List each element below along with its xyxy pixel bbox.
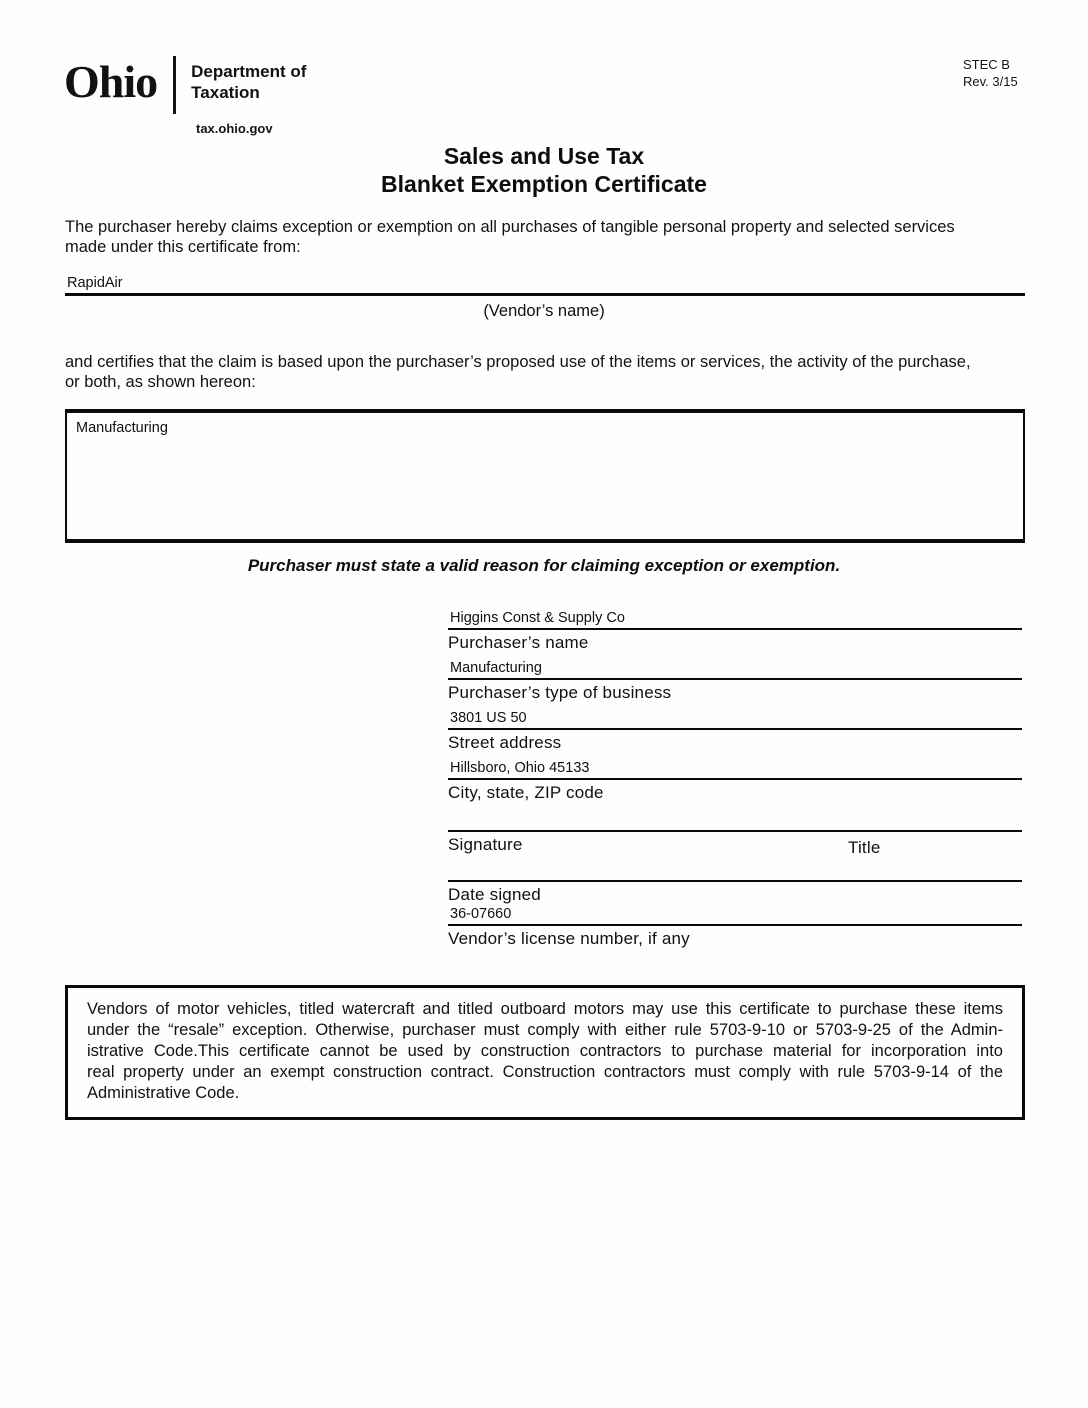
form-code-block — [963, 56, 1018, 90]
certify-line-2: or both, as shown hereon: — [65, 373, 256, 391]
street-address-label: Street address — [448, 733, 562, 752]
note-line-1: Vendors of motor vehicles, titled watercraft and titled outboard motors may use this certificate to purchase these items — [87, 1000, 1003, 1018]
intro-paragraph — [65, 217, 1027, 257]
vendor-name-input[interactable] — [65, 272, 1025, 296]
intro-line-1: The purchaser hereby claims exception or exemption on all purchases of tangible personal property and selected services — [65, 218, 955, 236]
vendor-name-caption: (Vendor’s name) — [483, 302, 605, 320]
field-signature-title — [448, 812, 1022, 855]
intro-line-2: made under this certificate from: — [65, 238, 301, 256]
title-label: Title — [848, 838, 881, 857]
form-revision: Rev. 3/15 — [963, 74, 1018, 89]
date-signed-label: Date signed — [448, 885, 541, 904]
form-title-line1: Sales and Use Tax — [443, 143, 645, 169]
city-state-zip-label: City, state, ZIP code — [448, 783, 604, 802]
business-type-label: Purchaser’s type of business — [448, 683, 672, 702]
note-line-3: istrative Code.This certificate cannot be used by construction contractors to purchase material for incorporation into — [87, 1042, 1003, 1060]
field-purchaser-name — [448, 610, 1022, 653]
vendor-license-label: Vendor’s license number, if any — [448, 929, 690, 948]
reason-notice: Purchaser must state a valid reason for claiming exception or exemption. — [247, 556, 841, 575]
note-line-4: real property under an exempt construction contract. Construction contractors must comply with rule 5703-9-14 of the — [87, 1063, 1003, 1081]
purchaser-name-input[interactable]: Higgins Const & Supply Co — [448, 610, 1022, 630]
note-line-5: Administrative Code. — [87, 1084, 240, 1102]
field-vendor-license — [448, 906, 1022, 949]
note-line-2: under the “resale” exception. Otherwise, purchaser must comply with either rule 5703-9-10 or 5703-9-25 of the Admin- — [87, 1021, 1003, 1039]
certify-line-1: and certifies that the claim is based upon the purchaser’s proposed use of the items or services, the activity of the purchase, — [65, 353, 971, 371]
logo-divider — [173, 56, 176, 114]
signature-input[interactable] — [448, 812, 1022, 832]
field-date-signed — [448, 862, 1022, 905]
agency-name-line1: Department of — [191, 62, 307, 81]
vendor-name-value: RapidAir — [67, 275, 123, 291]
exemption-reason-box[interactable] — [65, 409, 1025, 543]
date-signed-input[interactable] — [448, 862, 1022, 882]
agency-name-line2: Taxation — [191, 83, 260, 102]
field-city-state-zip — [448, 760, 1022, 803]
form-title-line2: Blanket Exemption Certificate — [381, 171, 707, 197]
exemption-reason-value: Manufacturing — [76, 420, 168, 436]
field-street-address — [448, 710, 1022, 753]
form-title — [0, 142, 1088, 198]
signature-label: Signature — [448, 835, 523, 854]
business-type-input[interactable]: Manufacturing — [448, 660, 1022, 680]
ohio-logo: Ohio — [64, 56, 158, 107]
agency-header — [64, 56, 306, 114]
form-code: STEC B — [963, 57, 1010, 72]
purchaser-name-label: Purchaser’s name — [448, 633, 589, 652]
agency-website: tax.ohio.gov — [196, 121, 273, 136]
field-business-type — [448, 660, 1022, 703]
vendor-license-input[interactable]: 36-07660 — [448, 906, 1022, 926]
vendor-note-box — [65, 985, 1025, 1120]
agency-name — [191, 56, 306, 103]
certify-paragraph — [65, 352, 1027, 392]
city-state-zip-input[interactable]: Hillsboro, Ohio 45133 — [448, 760, 1022, 780]
street-address-input[interactable]: 3801 US 50 — [448, 710, 1022, 730]
